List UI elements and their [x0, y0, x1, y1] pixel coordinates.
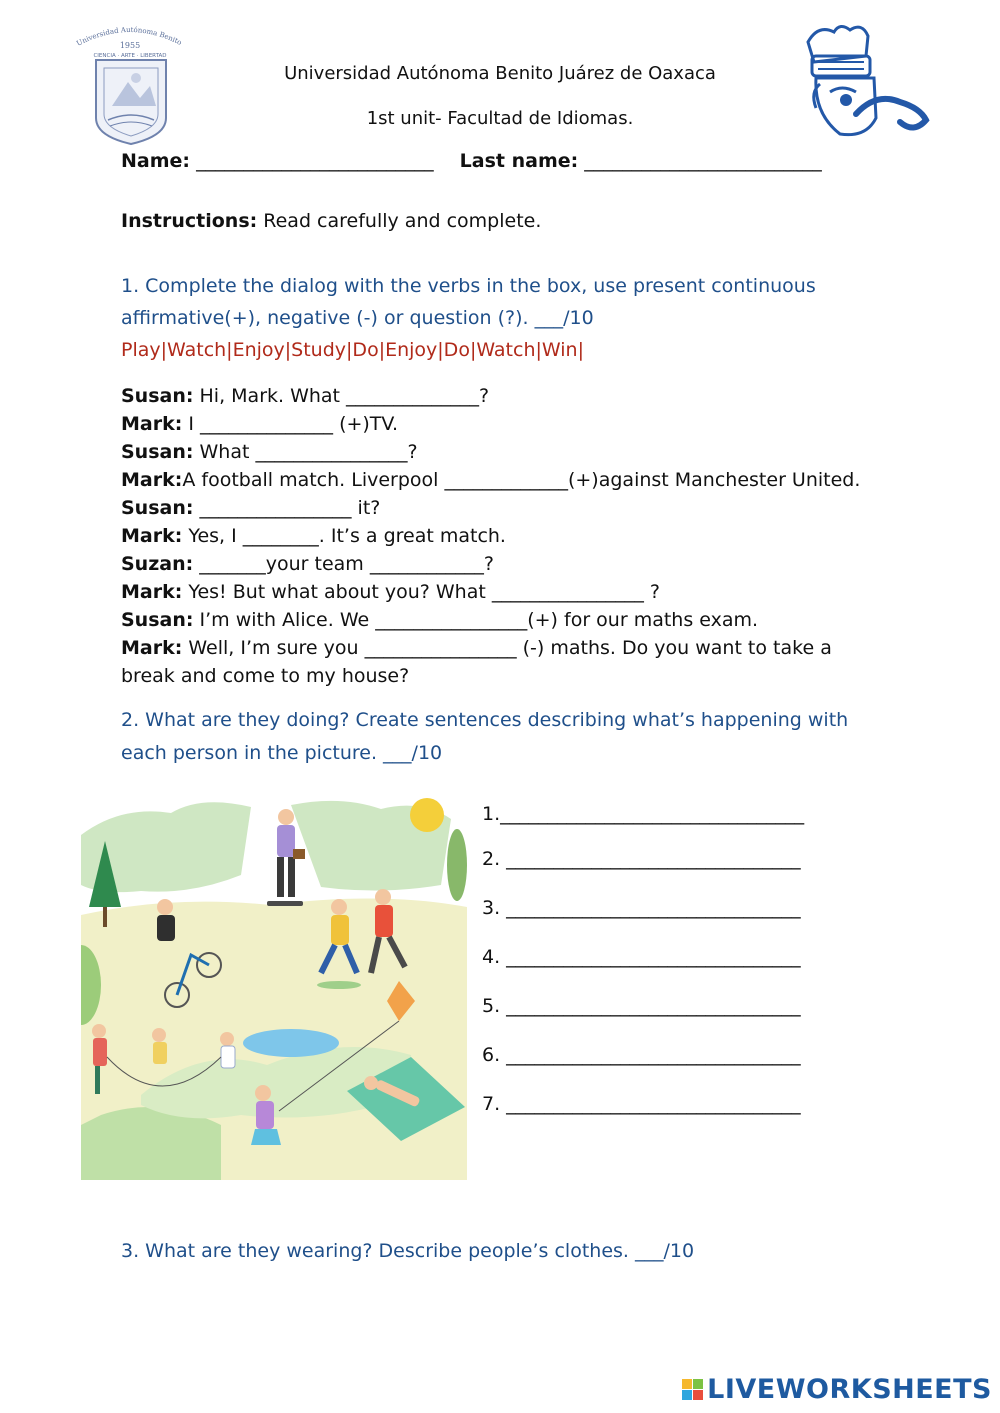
section1-title-line1: 1. Complete the dialog with the verbs in the box, use present continuous [121, 275, 816, 297]
liveworksheets-logo-icon [682, 1379, 703, 1400]
verb-box: Play|Watch|Enjoy|Study|Do|Enjoy|Do|Watch|Win| [121, 339, 584, 361]
dialog-line [121, 522, 860, 550]
seal-year: 1955 [119, 41, 141, 50]
answer-line-7[interactable]: 7. _______________________________ [482, 1093, 801, 1115]
unit-title: 1st unit- Facultad de Idiomas. [366, 108, 634, 129]
dialog-line [121, 494, 860, 522]
speaker: Mark: [121, 413, 183, 435]
section3-title: 3. What are they wearing? Describe people’s clothes. ___/10 [121, 1240, 695, 1262]
dialog-text[interactable]: Yes, I ________. It’s a great match. [182, 525, 506, 547]
dialog-text[interactable]: Hi, Mark. What ______________? [193, 385, 490, 407]
speaker: Mark: [121, 637, 183, 659]
pond-icon [243, 1029, 339, 1057]
dialog-text[interactable]: I’m with Alice. We ________________(+) for our maths exam. [193, 609, 759, 631]
instructions-text: Read carefully and complete. [257, 210, 542, 232]
dialog-text[interactable]: What ________________? [193, 441, 418, 463]
dialog-line [121, 382, 860, 410]
dialog-line [121, 634, 860, 662]
answer-line-4[interactable]: 4. _______________________________ [482, 946, 801, 968]
speaker: Susan: [121, 441, 194, 463]
brand-text: LIVEWORKSHEETS [707, 1374, 992, 1405]
liveworksheets-brand[interactable] [682, 1374, 992, 1405]
dialog-text[interactable]: I ______________ (+)TV. [182, 413, 399, 435]
seal-icon [70, 24, 190, 149]
dialog-tail: break and come to my house? [121, 665, 410, 687]
answer-line-3[interactable]: 3. _______________________________ [482, 897, 801, 919]
section2-title-line2: each person in the picture. ___/10 [121, 742, 443, 764]
answer-line-1[interactable]: 1.________________________________ [482, 803, 805, 825]
university-seal [70, 24, 190, 149]
speaker: Suzan: [121, 553, 194, 575]
name-row [121, 150, 822, 172]
dialog-text[interactable]: _______your team ____________? [193, 553, 494, 575]
speaker: Susan: [121, 609, 194, 631]
sun-icon [410, 798, 444, 832]
dialog-text[interactable]: A football match. Liverpool _____________(+)against Manchester United. [182, 469, 861, 491]
answer-line-2[interactable]: 2. _______________________________ [482, 848, 801, 870]
name-blank[interactable]: _________________________ [196, 150, 434, 172]
dialog [121, 382, 860, 690]
tree-icon [447, 829, 467, 901]
answer-line-5[interactable]: 5. _______________________________ [482, 995, 801, 1017]
section1-title-line2: affirmative(+), negative (-) or question (?). ___/10 [121, 307, 594, 329]
dialog-line [121, 578, 860, 606]
dialog-line [121, 438, 860, 466]
lastname-blank[interactable]: _________________________ [584, 150, 822, 172]
speaker: Mark: [121, 469, 183, 491]
seal-motto: CIENCIA · ARTE · LIBERTAD [93, 53, 167, 59]
dialog-line [121, 606, 860, 634]
instructions-label: Instructions: [121, 210, 258, 232]
speaker: Susan: [121, 385, 194, 407]
mascot-icon [796, 22, 932, 144]
seal-text: Universidad Autónoma Benito [75, 25, 184, 48]
section2-title-line1: 2. What are they doing? Create sentences describing what’s happening with [121, 709, 849, 731]
dialog-line [121, 410, 860, 438]
speaker: Susan: [121, 497, 194, 519]
speaker: Mark: [121, 525, 183, 547]
dialog-line [121, 550, 860, 578]
university-title: Universidad Autónoma Benito Juárez de Oaxaca [284, 63, 716, 84]
lastname-label: Last name: [459, 150, 579, 172]
answer-line-6[interactable]: 6. _______________________________ [482, 1044, 801, 1066]
dialog-text[interactable]: Well, I’m sure you ________________ (-) maths. Do you want to take a [182, 637, 832, 659]
name-label: Name: [121, 150, 191, 172]
dialog-text[interactable]: Yes! But what about you? What ________________ ? [182, 581, 660, 603]
dialog-text[interactable]: ________________ it? [193, 497, 381, 519]
park-scene-image [81, 795, 467, 1180]
park-illustration [81, 795, 467, 1180]
speaker: Mark: [121, 581, 183, 603]
dialog-line [121, 466, 860, 494]
mascot-logo [796, 22, 932, 144]
instructions [121, 210, 541, 232]
